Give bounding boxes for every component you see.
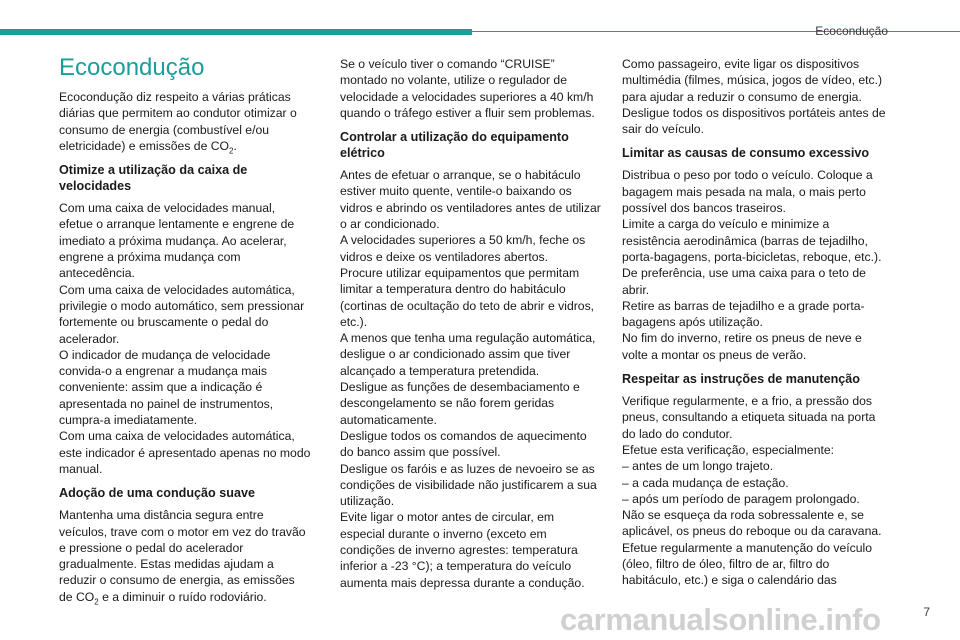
paragraph: Evite ligar o motor antes de circular, em especial durante o inverno (exceto em condições de inverno agrestes: temperatura inferior a -23 °C); a temperatura do veículo aumenta mais depressa durante a condução.	[340, 510, 585, 590]
column-3	[622, 56, 888, 595]
page-number: 7	[923, 605, 930, 619]
paragraph: A menos que tenha uma regulação automática, desligue o ar condicionado assim que tiver alcançado a temperatura pretendida.	[340, 331, 596, 378]
heading-electrical: Controlar a utilização do equipamento elétrico	[340, 130, 569, 161]
paragraph: Distribua o peso por todo o veículo. Coloque a bagagem mais pesada na mala, o mais perto possível dos bancos traseiros.	[622, 168, 873, 216]
header-accent-bar	[0, 29, 472, 35]
paragraph: Desligue todos os comandos de aquecimento do banco assim que possível.	[340, 428, 587, 460]
paragraph: Limite a carga do veículo e minimize a resistência aerodinâmica (barras de tejadilho, porta-bagagens, porta-bicicletas, reboque, etc.). De preferência, use uma caixa para o teto de abrir.	[622, 217, 882, 297]
paragraph: Desligue as funções de desembaciamento e descongelamento se não forem geridas automaticamente.	[340, 380, 580, 427]
paragraph: Se o veículo tiver o comando “CRUISE” montado no volante, utilize o regulador de velocidade a velocidades superiores a 40 km/h quando o tráfego estiver a fluir sem problemas.	[340, 57, 595, 120]
list-item: – antes de um longo trajeto.	[622, 459, 774, 474]
intro-subscript: 2	[229, 146, 234, 156]
page-title: Ecocondução	[59, 54, 205, 81]
paragraph: Com uma caixa de velocidades manual, efetue o arranque lentamente e engrene de imediato a próxima mudança. Ao acelerar, engrene a próxima mudança com antecedência.	[59, 201, 295, 281]
paragraph: Retire as barras de tejadilho e a grade porta-bagagens após utilização.	[622, 298, 865, 330]
smooth-end: e a diminuir o ruído rodoviário.	[98, 589, 267, 604]
intro-end: .	[233, 138, 237, 153]
list-item: – após um período de paragem prolongado.	[622, 491, 860, 506]
paragraph: Verifique regularmente, e a frio, a pressão dos pneus, consultando a etiqueta situada na porta do lado do condutor.	[622, 394, 876, 441]
intro-text: Ecocondução diz respeito a várias práticas diárias que permitem ao condutor otimizar o consumo de energia (combustível e/ou eletricidade) e emissões de CO	[59, 90, 297, 153]
paragraph: Desligue os faróis e as luzes de nevoeiro se as condições de visibilidade não justificarem a sua utilização.	[340, 461, 597, 509]
paragraph: O indicador de mudança de velocidade convida-o a engrenar a mudança mais conveniente: assim que a indicação é apresentada no painel de instrumentos, cumpra-a imediatamente.	[59, 347, 274, 428]
paragraph: Não se esqueça da roda sobressalente e, se aplicável, os pneus do reboque ou da caravana.	[622, 508, 882, 539]
paragraph: Efetue esta verificação, especialmente:	[622, 442, 835, 457]
paragraph	[59, 507, 311, 605]
running-header: Ecocondução	[815, 24, 888, 38]
heading-smooth-driving: Adoção de uma condução suave	[59, 486, 255, 501]
paragraph: Com uma caixa de velocidades automática, este indicador é apresentado apenas no modo manual.	[59, 429, 311, 476]
heading-maintenance: Respeitar as instruções de manutenção	[622, 372, 860, 387]
paragraph: Como passageiro, evite ligar os dispositivos multimédia (filmes, música, jogos de vídeo, etc.) para ajudar a reduzir o consumo de energia. Desligue todos os dispositivos portáteis antes de sair do veículo.	[622, 57, 886, 137]
column-1	[59, 54, 311, 611]
watermark: carmanualsonline.info	[560, 602, 881, 637]
smooth-subscript: 2	[94, 597, 99, 607]
column-2	[340, 56, 602, 597]
paragraph: Com uma caixa de velocidades automática, privilegie o modo automático, sem pressionar fortemente ou bruscamente o pedal do acelerador.	[59, 282, 305, 346]
paragraph: Efetue regularmente a manutenção do veículo (óleo, filtro de óleo, filtro de ar, filtro do habitáculo, etc.) e siga o calendário das	[622, 540, 873, 588]
paragraph: A velocidades superiores a 50 km/h, feche os vidros e deixe os ventiladores abertos.	[340, 233, 586, 264]
paragraph: No fim do inverno, retire os pneus de neve e volte a montar os pneus de verão.	[622, 331, 862, 362]
smooth-text: Mantenha uma distância segura entre veículos, trave com o motor em vez do travão e pressione o pedal do acelerador gradualmente. Estas medidas ajudam a reduzir o consumo de energia, as emissões de CO	[59, 508, 306, 604]
heading-excess-consumption: Limitar as causas de consumo excessivo	[622, 146, 870, 161]
intro-paragraph	[59, 89, 311, 154]
heading-gearbox: Otimize a utilização da caixa de velocidades	[59, 163, 248, 194]
paragraph: Antes de efetuar o arranque, se o habitáculo estiver muito quente, ventile-o baixando os vidros e abrindo os ventiladores antes de utilizar o ar condicionado.	[340, 168, 601, 232]
paragraph: Procure utilizar equipamentos que permitam limitar a temperatura dentro do habitáculo (cortinas de ocultação do teto de abrir e vidros, etc.).	[340, 265, 595, 329]
list-item: – a cada mudança de estação.	[622, 475, 789, 490]
